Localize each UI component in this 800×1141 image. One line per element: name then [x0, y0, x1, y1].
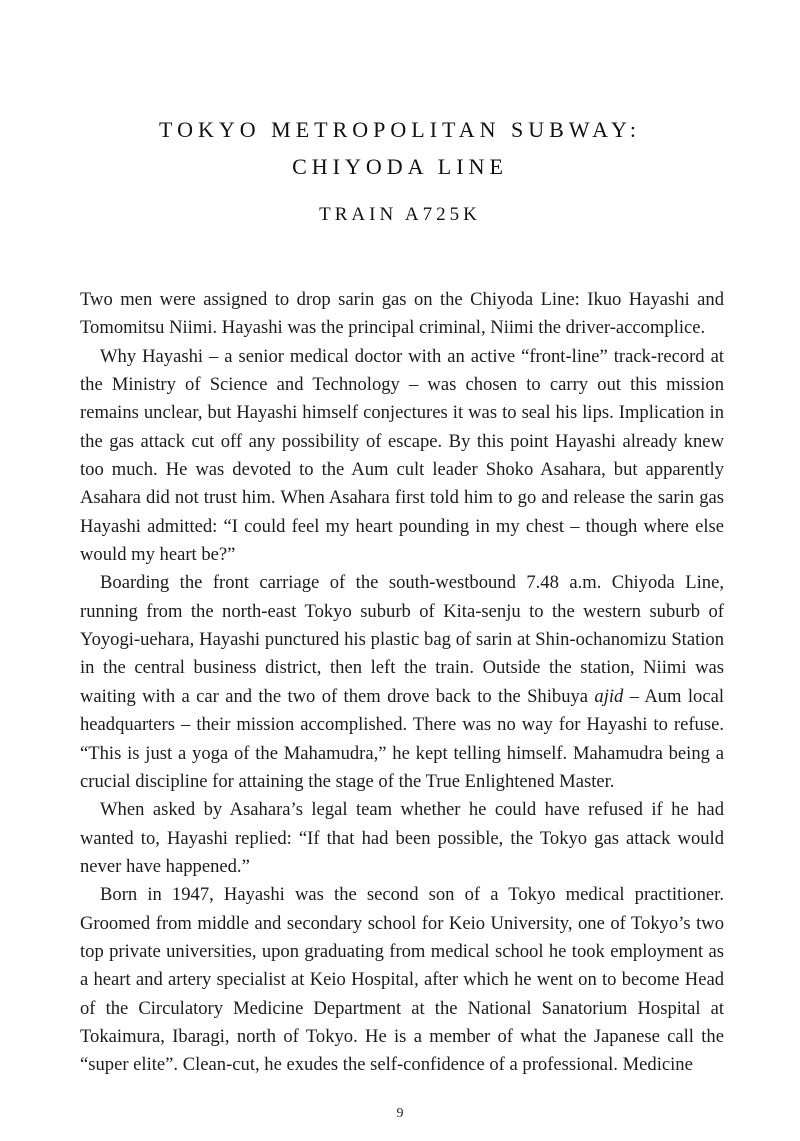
ajid-italic: ajid	[594, 685, 624, 707]
chapter-title-line-2: CHIYODA LINE	[292, 154, 508, 179]
paragraph-3-part-1: Boarding the front carriage of the south-westbound 7.48 a.m. Chiyoda Line, running from the north-east Tokyo suburb of Kita-senju to the western suburb of Yoyogi-uehara, Hayashi punctured his plastic bag of sarin at Shin-ochanomizu Station in the central business district, then left the train. Outside the station, Niimi was waiting with a car and the two of them drove back to the Shibuya	[80, 572, 724, 707]
paragraph-1: Two men were assigned to drop sarin gas on the Chiyoda Line: Ikuo Hayashi and Tomomitsu Niimi. Hayashi was the principal criminal, Niimi the driver-accomplice.	[80, 289, 724, 339]
chapter-title-line-1: TOKYO METROPOLITAN SUBWAY:	[159, 117, 641, 142]
paragraph-3	[80, 569, 724, 796]
train-subtitle: TRAIN A725K	[319, 204, 481, 225]
paragraph-3-part-2: – Aum local headquarters – their mission accomplished. There was no way for Hayashi to refuse. “This is just a yoga of the Mahamudra,” he kept telling himself. Mahamudra being a crucial discipline for attaining the stage of the True Enlightened Master.	[80, 685, 724, 792]
page-number: 9	[396, 1106, 404, 1121]
paragraph-2: Why Hayashi – a senior medical doctor with an active “front-line” track-record at the Ministry of Science and Technology – was chosen to carry out this mission remains unclear, but Hayashi himself conjectures it was to seal his lips. Implication in the gas attack cut off any possibility of escape. By this point Hayashi already knew too much. He was devoted to the Aum cult leader Shoko Asahara, but apparently Asahara did not trust him. When Asahara first told him to go and release the sarin gas Hayashi admitted: “I could feel my heart pounding in my chest – though where else would my heart be?”	[80, 345, 724, 566]
paragraph-4: When asked by Asahara’s legal team whether he could have refused if he had wanted to, Hayashi replied: “If that had been possible, the Tokyo gas attack would never have happened.”	[80, 799, 724, 877]
body-text	[80, 286, 724, 1080]
paragraph-5: Born in 1947, Hayashi was the second son of a Tokyo medical practitioner. Groomed from middle and secondary school for Keio University, one of Tokyo’s two top private universities, upon graduating from medical school he took employment as a heart and artery specialist at Keio Hospital, after which he went on to become Head of the Circulatory Medicine Department at the National Sanatorium Hospital at Tokaimura, Ibaragi, north of Tokyo. He is a member of what the Japanese call the “super elite”. Clean-cut, he exudes the self-confidence of a professional. Medicine	[80, 884, 724, 1076]
